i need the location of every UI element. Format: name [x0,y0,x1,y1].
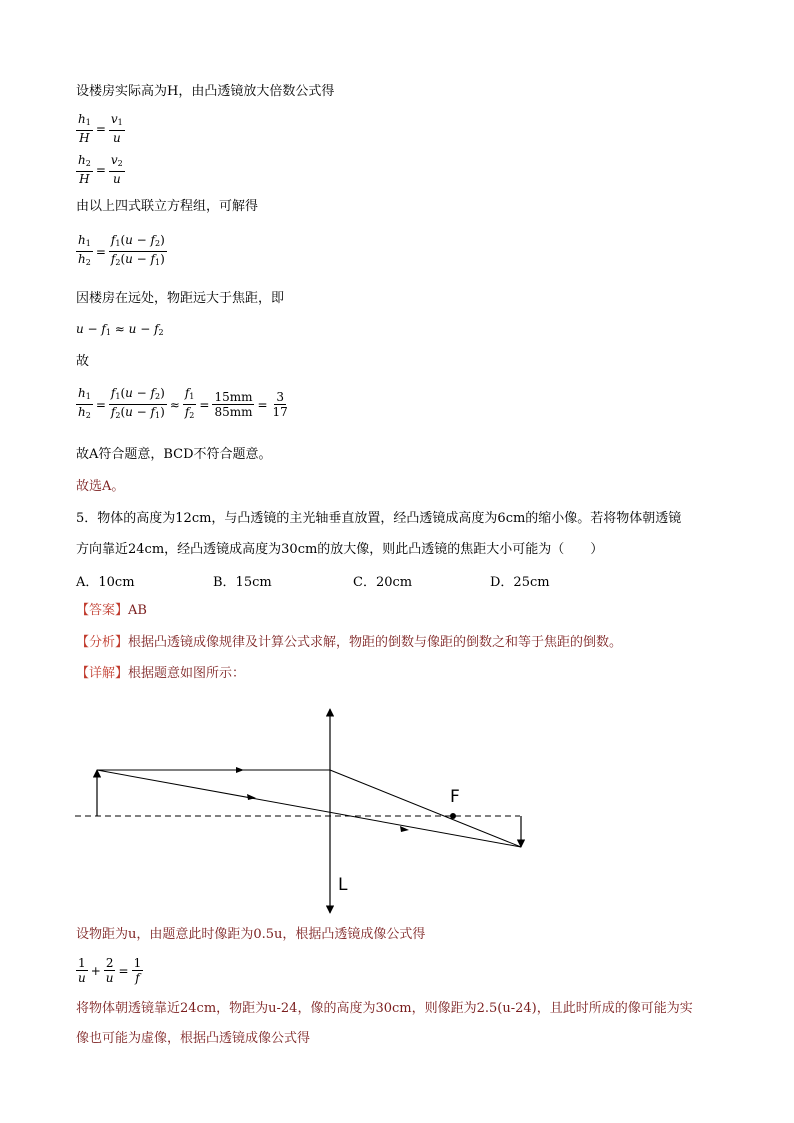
formula-value: 85mm [214,405,253,419]
formula-result: $\frac{h_1}{h_2}$ = $\frac{f_1(u - f_2)}{f_2(u - f_1)}$ ≈ $\frac{f_1}{f_2}$ = $\frac{15mm}{85mm}$ = $\frac{3}{17}$ [78,386,288,420]
question-5-line-2: 方向靠近24cm，经凸透镜成高度为30cm的放大像，则此凸透镜的焦距大小可能为（ ） [76,542,604,557]
formula-approx: $u - f_1 \approx u - f_2$ [76,322,164,337]
lens-ray-diagram [0,695,794,925]
answer-text: AB [128,603,147,618]
text-line: 由以上四式联立方程组，可解得 [76,199,259,214]
formula-lens: $\frac{1}{u}$ + $\frac{2}{u}$ = $\frac{1}{f}$ [78,956,142,985]
option-d[interactable]: D．25cm [490,575,550,590]
formula-ratio: $\frac{h_1}{h_2}$ = $\frac{f_1(u - f_2)}{f_2(u - f_1)}$ [78,233,165,267]
focal-label: F [450,787,460,807]
formula-value: 3 [276,390,284,404]
formula-magnification-1: $\frac{h_1}{H}$ = $\frac{v_1}{u}$ [78,112,123,145]
lens-label: L [338,875,348,895]
detail-line [76,664,245,684]
text-line: 设楼房实际高为H，由凸透镜放大倍数公式得 [76,84,335,99]
option-b[interactable]: B．15cm [213,575,272,590]
text-line: 像也可能为虚像，根据凸透镜成像公式得 [76,1031,311,1046]
ray-center [97,770,521,847]
ray-arrow-icon [236,767,244,773]
question-5-line-1: 5．物体的高度为12cm，与凸透镜的主光轴垂直放置，经凸透镜成高度为6cm的缩小像。若将物体朝透镜 [76,511,682,526]
answer-tag: 【答案】 [76,603,129,618]
detail-tag: 【详解】 [76,666,129,681]
text-line: 故A符合题意，BCD不符合题意。 [76,447,272,462]
option-a[interactable]: A．10cm [76,575,135,590]
text-line: 因楼房在远处，物距远大于焦距，即 [76,291,285,306]
detail-text: 根据题意如图所示： [128,666,246,681]
ray-refracted [330,770,521,847]
analysis-line [76,633,622,653]
focal-point [450,813,456,819]
analysis-tag: 【分析】 [76,635,129,650]
text-line: 设物距为u，由题意此时像距为0.5u，根据凸透镜成像公式得 [76,927,426,942]
text-line: 故 [76,354,90,369]
formula-magnification-2: $\frac{h_2}{H}$ = $\frac{v_2}{u}$ [78,153,123,186]
formula-value: 17 [272,405,288,419]
text-line: 将物体朝透镜靠近24cm，物距为u-24，像的高度为30cm，则像距为2.5(u-24)，且此时所成的像可能为实 [76,1001,693,1016]
option-c[interactable]: C．20cm [353,575,413,590]
answer-line [76,601,147,621]
formula-value: 15mm [214,390,253,404]
text-line: 故选A。 [76,479,125,494]
analysis-text: 根据凸透镜成像规律及计算公式求解，物距的倒数与像距的倒数之和等于焦距的倒数。 [128,635,623,650]
